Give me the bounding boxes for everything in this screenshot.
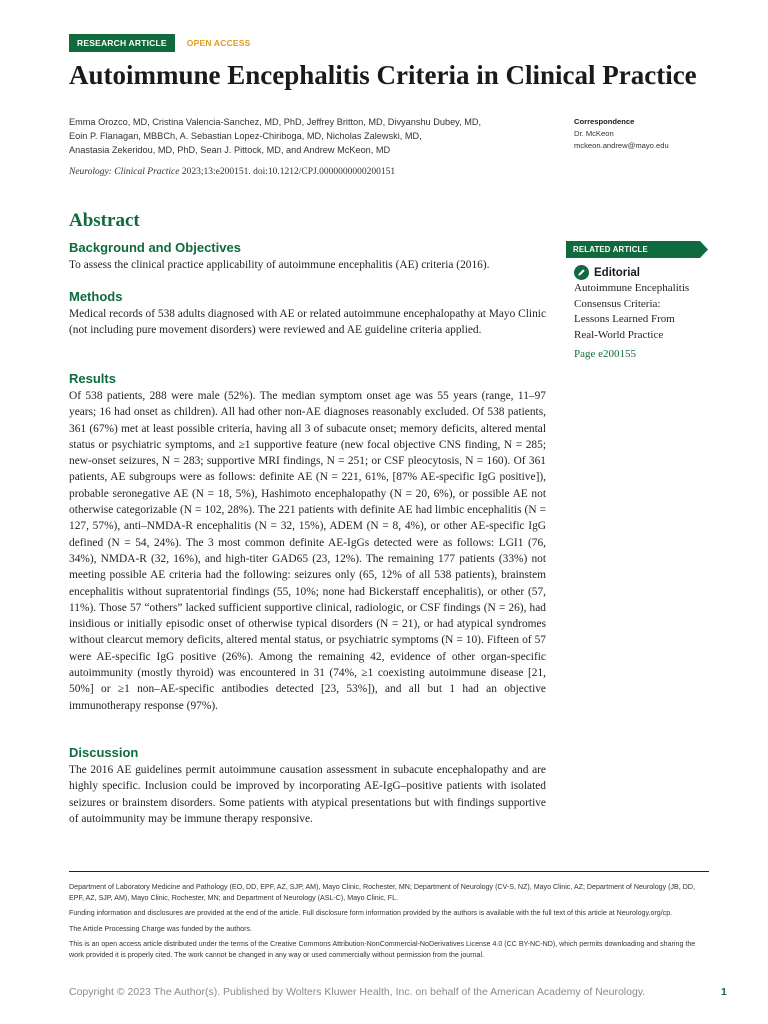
editorial-heading: Editorial — [594, 266, 641, 279]
results-heading: Results — [69, 371, 116, 386]
results-text: Of 538 patients, 288 were male (52%). The median symptom onset age was 55 years (range, 11–97 years; 16 had onset as children). All had other non-AE diagnoses reasonably excluded. Of 538 patients, 361 (67%) met at least possible criteria, having all 3 of subacute onset; memory deficits, altered mental status or psychiatric symptoms, and ≥1 supportive feature (new focal objective CNS finding, N = 285; new-onset seizures, N = 283; supportive MRI findings, N = 251; or CSF pleocytosis, N = 160). Of 361 patients, AE subgroups were as follows: definite AE (N = 221, 61%, [87% AE-specific IgG positive]), probable seronegative AE (N = 18, 5%), Hashimoto encephalopathy (N = 20, 6%), or possible AE not otherwise categorizable (N = 102, 28%). The 221 patients with definite AE had limbic encephalitis (N = 127, 57%), anti–NMDA-R encephalitis (N = 32, 15%), ADEM (N = 8, 4%), or other AE-specific IgG defined (N = 54, 24%). The 3 most common definite AE-IgGs detected were as follows: LGI1 (76, 34%), NMDA-R (32, 16%), and high-titer GAD65 (23, 12%). The remaining 177 patients (33%) not meeting possible AE criteria had the following: seizures only (65, 12% of all 538 patients), brainstem encephalitis without supratentorial findings (55, 10%; none had Bickerstaff encephalitis), or other (57, 11%). Those 57 “others” lacked sufficient supportive clinical, radiologic, or CSF findings (N = 26), had insidious or initially episodic onset of otherwise typical disorders (N = 21), or had atypical syndromes without clearcut memory deficits, altered mental status, or psychiatric symptoms (N = 10). Fifteen of 57 were AE-specific IgG positive (26%). Among the remaining 42, evidence of other organ-specific autoimmunity (mostly thyroid) was encountered in 31 (74%, ≥1 coexisting autoimmune disease [21, 50%] or ≥1 non–AE-specific antibodies detected [23, 53%]), and all but 1 had an objective immunotherapy response (97%). — [69, 390, 546, 712]
correspondence-email[interactable]: mckeon.andrew@mayo.edu — [574, 141, 669, 150]
editorial-page-link[interactable]: Page e200155 — [574, 348, 637, 360]
background-section — [69, 240, 546, 273]
editorial-title-line: Consensus Criteria: — [574, 297, 661, 310]
background-text: To assess the clinical practice applicability of autoimmune encephalitis (AE) criteria (2016). — [69, 259, 490, 271]
abstract-heading: Abstract — [69, 210, 140, 231]
citation-details: 2023;13:e200151. doi:10.1212/CPJ.0000000000200151 — [179, 167, 396, 177]
correspondence-block — [574, 116, 669, 152]
author-line: Emma Orozco, MD, Cristina Valencia-Sanchez, MD, PhD, Jeffrey Britton, MD, Divyanshu Dubey, MD, — [69, 117, 482, 127]
discussion-heading: Discussion — [69, 745, 139, 760]
editorial-header — [574, 265, 714, 280]
journal-name: Neurology: Clinical Practice — [69, 167, 180, 177]
article-tags — [69, 34, 251, 52]
results-section — [69, 371, 546, 714]
related-editorial[interactable] — [574, 265, 714, 360]
copyright-footer: Copyright © 2023 The Author(s). Published by Wolters Kluwer Health, Inc. on behalf of the American Academy of Neurology. — [69, 986, 646, 998]
citation — [69, 167, 395, 177]
methods-heading: Methods — [69, 289, 123, 304]
editorial-title[interactable] — [574, 281, 714, 343]
page-number: 1 — [721, 986, 727, 998]
discussion-section — [69, 745, 546, 827]
discussion-text: The 2016 AE guidelines permit autoimmune causation assessment in subacute encephalopathy and are highly specific. Inclusion could be improved by incorporating AE-IgG–positive patients with isolated seizures or brainstem disorders. Some patients with atypical presentations but with findings supportive of autoimmunity may be immune therapy responsive. — [69, 764, 546, 825]
article-title: Autoimmune Encephalitis Criteria in Clinical Practice — [69, 60, 697, 90]
related-article-banner — [566, 241, 708, 258]
author-list — [69, 115, 539, 157]
author-line: Anastasia Zekeridou, MD, PhD, Sean J. Pittock, MD, and Andrew McKeon, MD — [69, 145, 391, 155]
correspondence-name: Dr. McKeon — [574, 129, 614, 138]
background-heading: Background and Objectives — [69, 240, 241, 255]
related-article-label: RELATED ARTICLE — [573, 245, 648, 254]
license-note: This is an open access article distributed under the terms of the Creative Commons Attribution-NonCommercial-NoDerivatives License 4.0 (CC BY-NC-ND), which permits downloading and sharing the work provided it is properly cited. The work cannot be changed in any way or used commercially without permission from the journal. — [69, 940, 696, 959]
footnotes — [69, 882, 709, 965]
research-article-badge: RESEARCH ARTICLE — [69, 34, 175, 52]
editorial-title-line: Autoimmune Encephalitis — [574, 282, 690, 294]
apc-note: The Article Processing Charge was funded by the authors. — [69, 924, 252, 933]
editorial-title-line: Real-World Practice — [574, 328, 664, 341]
methods-text: Medical records of 538 adults diagnosed with AE or related autoimmune encephalopathy at Mayo Clinic (not including pure movement disorders) were reviewed and AE guideline criteria applied. — [69, 308, 547, 337]
open-access-label: OPEN ACCESS — [186, 38, 251, 48]
footnote-divider — [69, 871, 709, 872]
author-line: Eoin P. Flanagan, MBBCh, A. Sebastian Lopez-Chiriboga, MD, Nicholas Zalewski, MD, — [69, 131, 422, 141]
funding-note: Funding information and disclosures are provided at the end of the article. Full disclosure form information provided by the authors is available with the full text of this article at Neurology.org/cp. — [69, 909, 673, 917]
pencil-icon — [574, 265, 589, 280]
methods-section — [69, 289, 546, 339]
correspondence-label: Correspondence — [574, 117, 635, 126]
editorial-title-line: Lessons Learned From — [574, 313, 675, 325]
affiliations-note: Department of Laboratory Medicine and Pathology (EO, DD, EPF, AZ, SJP, AM), Mayo Clinic, Rochester, MN; Department of Neurology (CV-S, NZ), Mayo Clinic, AZ; Department of Neurology (JB, DD, EPF, AZ, SJP, AM), Mayo Clinic, Rochester, MN; and Department of Neurology (ASL-C), Mayo Clinic, FL. — [69, 883, 695, 902]
